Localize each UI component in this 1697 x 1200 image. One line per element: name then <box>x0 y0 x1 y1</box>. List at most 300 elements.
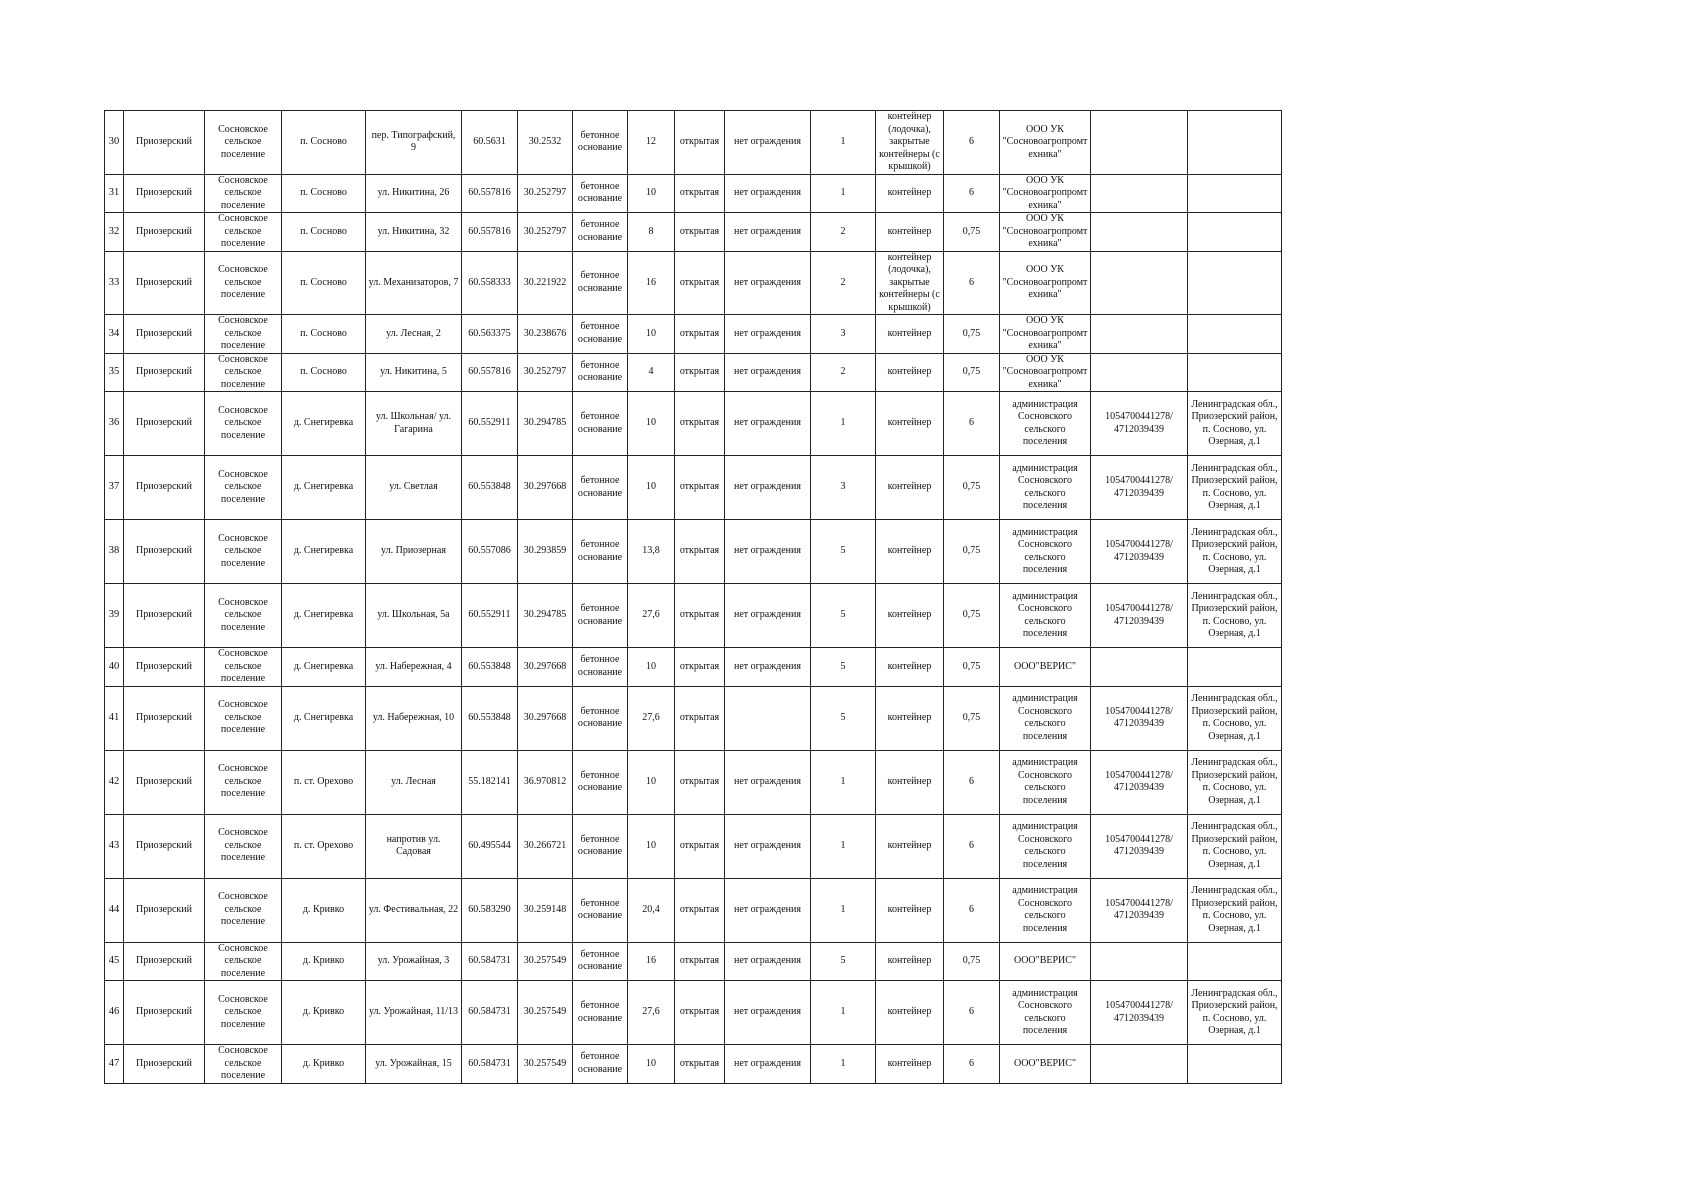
site-type-cell: открытая <box>675 111 725 175</box>
district-cell: Приозерский <box>124 878 205 942</box>
locality-cell: д. Снегиревка <box>282 686 366 750</box>
address-cell: ул. Урожайная, 15 <box>366 1045 462 1084</box>
volume-cell: 6 <box>944 981 1000 1045</box>
owner-cell: ООО УК "Сосновоагропромт ехника" <box>1000 213 1091 252</box>
locality-cell: д. Снегиревка <box>282 456 366 520</box>
container-cell: контейнер <box>876 750 944 814</box>
locality-cell: п. Сосново <box>282 213 366 252</box>
ogrn-inn-cell: 1054700441278/ 4712039439 <box>1091 456 1188 520</box>
longitude-cell: 30.257549 <box>518 981 573 1045</box>
quantity-cell: 5 <box>811 584 876 648</box>
longitude-cell: 30.294785 <box>518 392 573 456</box>
fence-cell <box>725 686 811 750</box>
container-cell: контейнер <box>876 353 944 392</box>
site-type-cell: открытая <box>675 1045 725 1084</box>
owner-address-cell: Ленинградская обл., Приозерский район, п. Сосново, ул. Озерная, д.1 <box>1188 520 1282 584</box>
quantity-cell: 5 <box>811 942 876 981</box>
ogrn-inn-cell: 1054700441278/ 4712039439 <box>1091 686 1188 750</box>
surface-cell: бетонное основание <box>573 392 628 456</box>
district-cell: Приозерский <box>124 750 205 814</box>
row-number: 30 <box>105 111 124 175</box>
row-number: 42 <box>105 750 124 814</box>
address-cell: ул. Приозерная <box>366 520 462 584</box>
volume-cell: 6 <box>944 174 1000 213</box>
address-cell: ул. Фестивальная, 22 <box>366 878 462 942</box>
surface-cell: бетонное основание <box>573 981 628 1045</box>
table-row <box>105 353 1282 392</box>
fence-cell: нет ограждения <box>725 174 811 213</box>
district-cell: Приозерский <box>124 392 205 456</box>
fence-cell: нет ограждения <box>725 111 811 175</box>
area-cell: 10 <box>628 315 675 354</box>
fence-cell: нет ограждения <box>725 750 811 814</box>
quantity-cell: 2 <box>811 353 876 392</box>
volume-cell: 6 <box>944 251 1000 315</box>
longitude-cell: 30.257549 <box>518 942 573 981</box>
fence-cell: нет ограждения <box>725 584 811 648</box>
table-row <box>105 981 1282 1045</box>
longitude-cell: 30.252797 <box>518 353 573 392</box>
owner-address-cell: Ленинградская обл., Приозерский район, п. Сосново, ул. Озерная, д.1 <box>1188 750 1282 814</box>
district-cell: Приозерский <box>124 1045 205 1084</box>
owner-cell: ООО УК "Сосновоагропромт ехника" <box>1000 111 1091 175</box>
row-number: 37 <box>105 456 124 520</box>
volume-cell: 0,75 <box>944 315 1000 354</box>
row-number: 35 <box>105 353 124 392</box>
ogrn-inn-cell <box>1091 111 1188 175</box>
locality-cell: д. Кривко <box>282 942 366 981</box>
settlement-cell: Сосновское сельское поселение <box>205 981 282 1045</box>
owner-address-cell: Ленинградская обл., Приозерский район, п. Сосново, ул. Озерная, д.1 <box>1188 981 1282 1045</box>
table-row <box>105 648 1282 687</box>
row-number: 40 <box>105 648 124 687</box>
volume-cell: 0,75 <box>944 584 1000 648</box>
row-number: 33 <box>105 251 124 315</box>
address-cell: ул. Лесная, 2 <box>366 315 462 354</box>
sites-table <box>104 110 1282 1084</box>
district-cell: Приозерский <box>124 584 205 648</box>
owner-cell: администрация Сосновского сельского поселения <box>1000 456 1091 520</box>
row-number: 39 <box>105 584 124 648</box>
address-cell: ул. Светлая <box>366 456 462 520</box>
table-row <box>105 520 1282 584</box>
quantity-cell: 1 <box>811 981 876 1045</box>
site-type-cell: открытая <box>675 750 725 814</box>
longitude-cell: 30.266721 <box>518 814 573 878</box>
site-type-cell: открытая <box>675 353 725 392</box>
district-cell: Приозерский <box>124 213 205 252</box>
surface-cell: бетонное основание <box>573 213 628 252</box>
owner-address-cell: Ленинградская обл., Приозерский район, п. Сосново, ул. Озерная, д.1 <box>1188 392 1282 456</box>
address-cell: ул. Урожайная, 3 <box>366 942 462 981</box>
volume-cell: 0,75 <box>944 648 1000 687</box>
latitude-cell: 55.182141 <box>462 750 518 814</box>
area-cell: 27,6 <box>628 686 675 750</box>
volume-cell: 0,75 <box>944 686 1000 750</box>
fence-cell: нет ограждения <box>725 392 811 456</box>
surface-cell: бетонное основание <box>573 251 628 315</box>
longitude-cell: 30.297668 <box>518 456 573 520</box>
container-cell: контейнер <box>876 942 944 981</box>
settlement-cell: Сосновское сельское поселение <box>205 584 282 648</box>
site-type-cell: открытая <box>675 251 725 315</box>
latitude-cell: 60.552911 <box>462 392 518 456</box>
latitude-cell: 60.584731 <box>462 981 518 1045</box>
owner-cell: ООО УК "Сосновоагропромт ехника" <box>1000 251 1091 315</box>
settlement-cell: Сосновское сельское поселение <box>205 213 282 252</box>
district-cell: Приозерский <box>124 981 205 1045</box>
surface-cell: бетонное основание <box>573 878 628 942</box>
site-type-cell: открытая <box>675 981 725 1045</box>
address-cell: напротив ул. Садовая <box>366 814 462 878</box>
owner-cell: ООО УК "Сосновоагропромт ехника" <box>1000 315 1091 354</box>
site-type-cell: открытая <box>675 814 725 878</box>
quantity-cell: 1 <box>811 814 876 878</box>
district-cell: Приозерский <box>124 111 205 175</box>
settlement-cell: Сосновское сельское поселение <box>205 251 282 315</box>
ogrn-inn-cell: 1054700441278/ 4712039439 <box>1091 750 1188 814</box>
owner-address-cell <box>1188 251 1282 315</box>
ogrn-inn-cell: 1054700441278/ 4712039439 <box>1091 392 1188 456</box>
latitude-cell: 60.584731 <box>462 942 518 981</box>
surface-cell: бетонное основание <box>573 315 628 354</box>
quantity-cell: 1 <box>811 878 876 942</box>
locality-cell: д. Снегиревка <box>282 392 366 456</box>
owner-address-cell: Ленинградская обл., Приозерский район, п. Сосново, ул. Озерная, д.1 <box>1188 814 1282 878</box>
sites-table-body <box>105 111 1282 1084</box>
owner-address-cell: Ленинградская обл., Приозерский район, п. Сосново, ул. Озерная, д.1 <box>1188 584 1282 648</box>
volume-cell: 6 <box>944 878 1000 942</box>
container-cell: контейнер <box>876 174 944 213</box>
settlement-cell: Сосновское сельское поселение <box>205 1045 282 1084</box>
table-row <box>105 251 1282 315</box>
ogrn-inn-cell: 1054700441278/ 4712039439 <box>1091 981 1188 1045</box>
site-type-cell: открытая <box>675 213 725 252</box>
area-cell: 27,6 <box>628 981 675 1045</box>
latitude-cell: 60.563375 <box>462 315 518 354</box>
latitude-cell: 60.557816 <box>462 353 518 392</box>
area-cell: 13,8 <box>628 520 675 584</box>
container-cell: контейнер <box>876 981 944 1045</box>
locality-cell: п. Сосново <box>282 174 366 213</box>
locality-cell: д. Кривко <box>282 1045 366 1084</box>
row-number: 36 <box>105 392 124 456</box>
container-cell: контейнер (лодочка), закрытые контейнеры (с крышкой) <box>876 111 944 175</box>
settlement-cell: Сосновское сельское поселение <box>205 315 282 354</box>
owner-address-cell <box>1188 942 1282 981</box>
owner-address-cell <box>1188 213 1282 252</box>
area-cell: 10 <box>628 174 675 213</box>
site-type-cell: открытая <box>675 942 725 981</box>
area-cell: 8 <box>628 213 675 252</box>
area-cell: 12 <box>628 111 675 175</box>
area-cell: 10 <box>628 456 675 520</box>
address-cell: ул. Школьная, 5а <box>366 584 462 648</box>
row-number: 38 <box>105 520 124 584</box>
surface-cell: бетонное основание <box>573 648 628 687</box>
owner-address-cell: Ленинградская обл., Приозерский район, п. Сосново, ул. Озерная, д.1 <box>1188 878 1282 942</box>
table-row <box>105 174 1282 213</box>
owner-cell: администрация Сосновского сельского поселения <box>1000 520 1091 584</box>
ogrn-inn-cell <box>1091 213 1188 252</box>
latitude-cell: 60.557086 <box>462 520 518 584</box>
container-cell: контейнер <box>876 584 944 648</box>
address-cell: ул. Лесная <box>366 750 462 814</box>
owner-cell: администрация Сосновского сельского поселения <box>1000 686 1091 750</box>
owner-address-cell <box>1188 315 1282 354</box>
owner-cell: ООО"ВЕРИС" <box>1000 942 1091 981</box>
container-cell: контейнер <box>876 392 944 456</box>
container-cell: контейнер <box>876 814 944 878</box>
longitude-cell: 36.970812 <box>518 750 573 814</box>
district-cell: Приозерский <box>124 686 205 750</box>
locality-cell: д. Снегиревка <box>282 648 366 687</box>
district-cell: Приозерский <box>124 174 205 213</box>
address-cell: ул. Урожайная, 11/13 <box>366 981 462 1045</box>
fence-cell: нет ограждения <box>725 648 811 687</box>
site-type-cell: открытая <box>675 392 725 456</box>
owner-cell: администрация Сосновского сельского поселения <box>1000 981 1091 1045</box>
ogrn-inn-cell <box>1091 353 1188 392</box>
longitude-cell: 30.252797 <box>518 174 573 213</box>
longitude-cell: 30.297668 <box>518 686 573 750</box>
locality-cell: п. Сосново <box>282 353 366 392</box>
surface-cell: бетонное основание <box>573 1045 628 1084</box>
row-number: 34 <box>105 315 124 354</box>
owner-cell: ООО УК "Сосновоагропромт ехника" <box>1000 353 1091 392</box>
ogrn-inn-cell <box>1091 1045 1188 1084</box>
table-row <box>105 584 1282 648</box>
settlement-cell: Сосновское сельское поселение <box>205 520 282 584</box>
locality-cell: д. Снегиревка <box>282 584 366 648</box>
surface-cell: бетонное основание <box>573 174 628 213</box>
ogrn-inn-cell <box>1091 315 1188 354</box>
table-row <box>105 942 1282 981</box>
table-row <box>105 1045 1282 1084</box>
settlement-cell: Сосновское сельское поселение <box>205 392 282 456</box>
table-row <box>105 456 1282 520</box>
owner-cell: ООО"ВЕРИС" <box>1000 1045 1091 1084</box>
address-cell: ул. Никитина, 32 <box>366 213 462 252</box>
quantity-cell: 2 <box>811 251 876 315</box>
district-cell: Приозерский <box>124 520 205 584</box>
surface-cell: бетонное основание <box>573 814 628 878</box>
longitude-cell: 30.252797 <box>518 213 573 252</box>
area-cell: 10 <box>628 648 675 687</box>
site-type-cell: открытая <box>675 315 725 354</box>
settlement-cell: Сосновское сельское поселение <box>205 750 282 814</box>
container-cell: контейнер (лодочка), закрытые контейнеры (с крышкой) <box>876 251 944 315</box>
latitude-cell: 60.552911 <box>462 584 518 648</box>
area-cell: 27,6 <box>628 584 675 648</box>
container-cell: контейнер <box>876 456 944 520</box>
row-number: 31 <box>105 174 124 213</box>
container-cell: контейнер <box>876 520 944 584</box>
fence-cell: нет ограждения <box>725 353 811 392</box>
longitude-cell: 30.2532 <box>518 111 573 175</box>
address-cell: пер. Типографский, 9 <box>366 111 462 175</box>
surface-cell: бетонное основание <box>573 456 628 520</box>
latitude-cell: 60.557816 <box>462 174 518 213</box>
locality-cell: п. ст. Орехово <box>282 814 366 878</box>
table-row <box>105 878 1282 942</box>
ogrn-inn-cell <box>1091 251 1188 315</box>
volume-cell: 6 <box>944 750 1000 814</box>
table-row <box>105 750 1282 814</box>
surface-cell: бетонное основание <box>573 111 628 175</box>
quantity-cell: 1 <box>811 392 876 456</box>
owner-address-cell: Ленинградская обл., Приозерский район, п. Сосново, ул. Озерная, д.1 <box>1188 456 1282 520</box>
locality-cell: п. Сосново <box>282 315 366 354</box>
volume-cell: 0,75 <box>944 456 1000 520</box>
latitude-cell: 60.583290 <box>462 878 518 942</box>
site-type-cell: открытая <box>675 456 725 520</box>
address-cell: ул. Никитина, 5 <box>366 353 462 392</box>
volume-cell: 0,75 <box>944 213 1000 252</box>
locality-cell: п. ст. Орехово <box>282 750 366 814</box>
owner-cell: администрация Сосновского сельского поселения <box>1000 814 1091 878</box>
district-cell: Приозерский <box>124 251 205 315</box>
settlement-cell: Сосновское сельское поселение <box>205 878 282 942</box>
volume-cell: 6 <box>944 1045 1000 1084</box>
row-number: 44 <box>105 878 124 942</box>
site-type-cell: открытая <box>675 686 725 750</box>
longitude-cell: 30.257549 <box>518 1045 573 1084</box>
locality-cell: п. Сосново <box>282 111 366 175</box>
row-number: 47 <box>105 1045 124 1084</box>
table-row <box>105 111 1282 175</box>
locality-cell: д. Кривко <box>282 878 366 942</box>
latitude-cell: 60.558333 <box>462 251 518 315</box>
volume-cell: 0,75 <box>944 942 1000 981</box>
latitude-cell: 60.553848 <box>462 686 518 750</box>
settlement-cell: Сосновское сельское поселение <box>205 686 282 750</box>
container-cell: контейнер <box>876 648 944 687</box>
table-row <box>105 686 1282 750</box>
latitude-cell: 60.553848 <box>462 456 518 520</box>
area-cell: 10 <box>628 750 675 814</box>
area-cell: 10 <box>628 814 675 878</box>
ogrn-inn-cell <box>1091 942 1188 981</box>
quantity-cell: 5 <box>811 686 876 750</box>
settlement-cell: Сосновское сельское поселение <box>205 111 282 175</box>
settlement-cell: Сосновское сельское поселение <box>205 942 282 981</box>
owner-cell: ООО УК "Сосновоагропромт ехника" <box>1000 174 1091 213</box>
site-type-cell: открытая <box>675 648 725 687</box>
latitude-cell: 60.557816 <box>462 213 518 252</box>
longitude-cell: 30.238676 <box>518 315 573 354</box>
settlement-cell: Сосновское сельское поселение <box>205 174 282 213</box>
settlement-cell: Сосновское сельское поселение <box>205 456 282 520</box>
fence-cell: нет ограждения <box>725 814 811 878</box>
owner-address-cell <box>1188 174 1282 213</box>
fence-cell: нет ограждения <box>725 315 811 354</box>
site-type-cell: открытая <box>675 878 725 942</box>
locality-cell: д. Кривко <box>282 981 366 1045</box>
owner-cell: администрация Сосновского сельского поселения <box>1000 750 1091 814</box>
address-cell: ул. Механизаторов, 7 <box>366 251 462 315</box>
latitude-cell: 60.584731 <box>462 1045 518 1084</box>
surface-cell: бетонное основание <box>573 942 628 981</box>
owner-cell: администрация Сосновского сельского поселения <box>1000 584 1091 648</box>
row-number: 46 <box>105 981 124 1045</box>
quantity-cell: 5 <box>811 648 876 687</box>
fence-cell: нет ограждения <box>725 981 811 1045</box>
quantity-cell: 3 <box>811 315 876 354</box>
surface-cell: бетонное основание <box>573 353 628 392</box>
fence-cell: нет ограждения <box>725 942 811 981</box>
address-cell: ул. Набережная, 4 <box>366 648 462 687</box>
locality-cell: д. Снегиревка <box>282 520 366 584</box>
area-cell: 16 <box>628 942 675 981</box>
volume-cell: 0,75 <box>944 520 1000 584</box>
ogrn-inn-cell: 1054700441278/ 4712039439 <box>1091 584 1188 648</box>
site-type-cell: открытая <box>675 584 725 648</box>
row-number: 32 <box>105 213 124 252</box>
area-cell: 16 <box>628 251 675 315</box>
quantity-cell: 1 <box>811 1045 876 1084</box>
district-cell: Приозерский <box>124 315 205 354</box>
row-number: 43 <box>105 814 124 878</box>
settlement-cell: Сосновское сельское поселение <box>205 353 282 392</box>
owner-address-cell <box>1188 648 1282 687</box>
surface-cell: бетонное основание <box>573 520 628 584</box>
quantity-cell: 2 <box>811 213 876 252</box>
owner-cell: ООО"ВЕРИС" <box>1000 648 1091 687</box>
row-number: 45 <box>105 942 124 981</box>
latitude-cell: 60.5631 <box>462 111 518 175</box>
quantity-cell: 5 <box>811 520 876 584</box>
surface-cell: бетонное основание <box>573 584 628 648</box>
district-cell: Приозерский <box>124 353 205 392</box>
table-row <box>105 814 1282 878</box>
district-cell: Приозерский <box>124 814 205 878</box>
owner-address-cell <box>1188 111 1282 175</box>
surface-cell: бетонное основание <box>573 686 628 750</box>
container-cell: контейнер <box>876 213 944 252</box>
settlement-cell: Сосновское сельское поселение <box>205 814 282 878</box>
fence-cell: нет ограждения <box>725 251 811 315</box>
container-cell: контейнер <box>876 315 944 354</box>
table-row <box>105 392 1282 456</box>
address-cell: ул. Школьная/ ул. Гагарина <box>366 392 462 456</box>
ogrn-inn-cell <box>1091 174 1188 213</box>
quantity-cell: 1 <box>811 174 876 213</box>
quantity-cell: 1 <box>811 750 876 814</box>
owner-cell: администрация Сосновского сельского поселения <box>1000 392 1091 456</box>
volume-cell: 0,75 <box>944 353 1000 392</box>
site-type-cell: открытая <box>675 520 725 584</box>
locality-cell: п. Сосново <box>282 251 366 315</box>
district-cell: Приозерский <box>124 942 205 981</box>
surface-cell: бетонное основание <box>573 750 628 814</box>
area-cell: 10 <box>628 1045 675 1084</box>
owner-address-cell <box>1188 1045 1282 1084</box>
owner-cell: администрация Сосновского сельского поселения <box>1000 878 1091 942</box>
table-row <box>105 315 1282 354</box>
latitude-cell: 60.495544 <box>462 814 518 878</box>
quantity-cell: 3 <box>811 456 876 520</box>
ogrn-inn-cell: 1054700441278/ 4712039439 <box>1091 520 1188 584</box>
volume-cell: 6 <box>944 111 1000 175</box>
container-cell: контейнер <box>876 878 944 942</box>
ogrn-inn-cell: 1054700441278/ 4712039439 <box>1091 814 1188 878</box>
container-cell: контейнер <box>876 1045 944 1084</box>
area-cell: 4 <box>628 353 675 392</box>
row-number: 41 <box>105 686 124 750</box>
fence-cell: нет ограждения <box>725 1045 811 1084</box>
longitude-cell: 30.259148 <box>518 878 573 942</box>
